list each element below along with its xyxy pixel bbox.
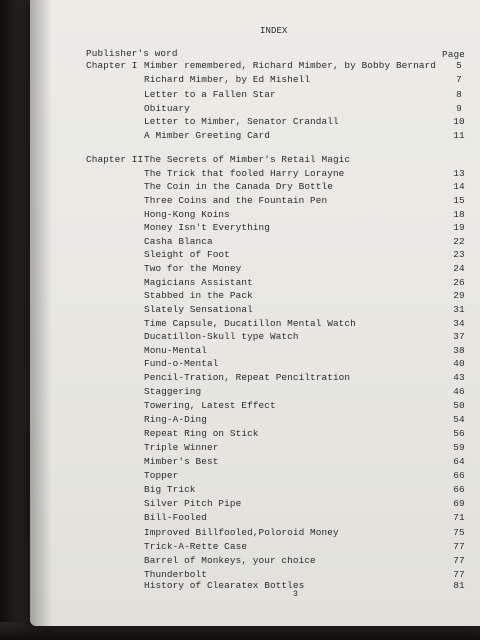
entry-title: Slately Sensational: [144, 304, 253, 315]
entry-page: 13: [453, 168, 465, 179]
chapter-label: Chapter I: [86, 60, 138, 71]
entry-title: Big Trick: [144, 484, 196, 495]
entry-page: 14: [453, 181, 465, 192]
entry-page: 9: [456, 103, 462, 114]
chapter-label: Chapter II: [86, 154, 144, 165]
entry-page: 43: [453, 372, 465, 383]
entry-page: 46: [453, 386, 465, 397]
page-title: INDEX: [260, 26, 288, 36]
page-edge-shadow: [30, 0, 52, 626]
entry-page: 81: [453, 580, 465, 591]
index-entry: [86, 400, 480, 414]
entry-page: 38: [453, 345, 465, 356]
entry-title: Three Coins and the Fountain Pen: [144, 195, 328, 206]
entry-page: 59: [453, 442, 465, 453]
page-number: 3: [293, 590, 298, 599]
entry-page: 11: [453, 130, 465, 141]
entry-title: Letter to a Fallen Star: [144, 89, 276, 100]
entry-title: Sleight of Foot: [144, 249, 230, 260]
index-entry: [86, 331, 480, 345]
entry-title: Monu-Mental: [144, 345, 207, 356]
entry-title: The Trick that fooled Harry Lorayne: [144, 168, 345, 179]
index-entry: [86, 456, 480, 470]
index-entry: [86, 209, 480, 223]
index-entry: [86, 527, 480, 541]
entry-page: 23: [453, 249, 465, 260]
entry-title: Triple Winner: [144, 442, 219, 453]
entry-page: 64: [453, 456, 465, 467]
index-entry: [86, 181, 480, 195]
index-entry: [86, 358, 480, 372]
entry-page: 77: [453, 541, 465, 552]
entry-page: 7: [456, 74, 462, 85]
index-entry: [86, 442, 480, 456]
entry-title: Mimber's Best: [144, 456, 219, 467]
index-entry: [86, 470, 480, 484]
index-entry: [86, 345, 480, 359]
entry-title: The Secrets of Mimber's Retail Magic: [144, 154, 351, 165]
entry-title: Letter to Mimber, Senator Crandall: [144, 116, 339, 127]
index-entry: [86, 498, 480, 512]
entry-page: 19: [453, 222, 465, 233]
entry-page: 77: [453, 569, 465, 580]
index-entry: [86, 541, 480, 555]
entry-title: Thunderbolt: [144, 569, 207, 580]
index-entry: [86, 222, 480, 236]
entry-page: 34: [453, 318, 465, 329]
entry-title: Fund-o-Mental: [144, 358, 219, 369]
entry-title: Money Isn't Everything: [144, 222, 270, 233]
entry-title: Pencil-Tration, Repeat Penciltration: [144, 372, 351, 383]
entry-title: Ring-A-Ding: [144, 414, 207, 425]
entry-title: The Coin in the Canada Dry Bottle: [144, 181, 333, 192]
index-entry: [86, 249, 480, 263]
index-page: [30, 0, 480, 626]
entry-title: Time Capsule, Ducatillon Mental Watch: [144, 318, 356, 329]
entry-page: 50: [453, 400, 465, 411]
entry-title: Magicians Assistant: [144, 277, 253, 288]
index-entry: [86, 290, 480, 304]
entry-page: 56: [453, 428, 465, 439]
entry-title: Repeat Ring on Stick: [144, 428, 259, 439]
entry-page: 15: [453, 195, 465, 206]
index-entry: [86, 154, 480, 168]
index-entry: [86, 318, 480, 332]
index-entry: [86, 277, 480, 291]
index-entry: [86, 236, 480, 250]
index-entry: [86, 89, 480, 103]
index-entry: [86, 580, 480, 594]
entry-title: Staggering: [144, 386, 202, 397]
entry-page: 69: [453, 498, 465, 509]
index-entry: [86, 263, 480, 277]
entry-title: Obituary: [144, 103, 190, 114]
entry-title: Trick-A-Rette Case: [144, 541, 248, 552]
entry-page: 22: [453, 236, 465, 247]
index-entry: [86, 414, 480, 428]
index-entry: [86, 74, 480, 88]
entry-page: 71: [453, 512, 465, 523]
entry-page: 40: [453, 358, 465, 369]
entry-title: Bill-Fooled: [144, 512, 207, 523]
index-entry: [86, 195, 480, 209]
publisher-label: Publisher's word: [86, 48, 178, 59]
index-entry: [86, 484, 480, 498]
entry-page: 24: [453, 263, 465, 274]
index-entry: [86, 116, 480, 130]
entry-page: 5: [456, 60, 462, 71]
entry-page: 18: [453, 209, 465, 220]
entry-page: 31: [453, 304, 465, 315]
entry-page: 66: [453, 470, 465, 481]
entry-title: History of Clearatex Bottles: [144, 580, 305, 591]
entry-title: Richard Mimber, by Ed Mishell: [144, 74, 311, 85]
entry-page: 10: [453, 116, 465, 127]
index-entry: [86, 428, 480, 442]
entry-page: 75: [453, 527, 465, 538]
entry-title: Hong-Kong Koins: [144, 209, 230, 220]
entry-page: 77: [453, 555, 465, 566]
page-column-label: Page: [442, 49, 465, 60]
index-entry: [86, 130, 480, 144]
entry-title: Casha Blanca: [144, 236, 213, 247]
index-entry: [86, 60, 480, 74]
index-entry: [86, 168, 480, 182]
entry-page: 54: [453, 414, 465, 425]
entry-title: Barrel of Monkeys, your choice: [144, 555, 316, 566]
entry-title: A Mimber Greeting Card: [144, 130, 270, 141]
entry-title: Two for the Money: [144, 263, 242, 274]
index-entry: [86, 386, 480, 400]
entry-page: 66: [453, 484, 465, 495]
entry-page: 37: [453, 331, 465, 342]
entry-title: Stabbed in the Pack: [144, 290, 253, 301]
entry-title: Mimber remembered, Richard Mimber, by Bobby Bernard: [144, 60, 437, 71]
entry-page: 8: [456, 89, 462, 100]
entry-title: Silver Pitch Pipe: [144, 498, 242, 509]
index-entry: [86, 372, 480, 386]
index-entry: [86, 304, 480, 318]
entry-page: 29: [453, 290, 465, 301]
index-entry: [86, 512, 480, 526]
entry-title: Ducatillon-Skull type Watch: [144, 331, 299, 342]
entry-title: Improved Billfooled,Poloroid Money: [144, 527, 339, 538]
entry-page: 26: [453, 277, 465, 288]
index-entry: [86, 555, 480, 569]
entry-title: Towering, Latest Effect: [144, 400, 276, 411]
index-entry: [86, 103, 480, 117]
entry-title: Topper: [144, 470, 179, 481]
